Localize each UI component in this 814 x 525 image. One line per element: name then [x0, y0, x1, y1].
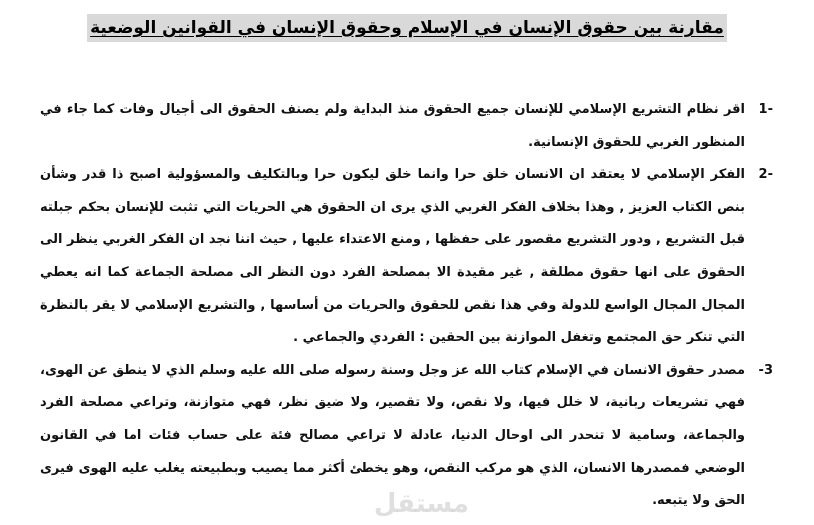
list-item-text: مصدر حقوق الانسان في الإسلام كتاب الله عز وجل وسنة رسوله صلى الله عليه وسلم الذي لا ينطق عن الهوى، فهي تشريعات ربانية، لا خلل فيها، ولا نقص، ولا تقصير، ولا ضيق نظر، فهي متوازنة، وتراعي مصلحة الفرد والجماعة، وسامية لا تنحدر الى اوحال الدنيا، عادلة لا تراعي مصالح فئة على حساب فئات اما في القانون الوضعي فمصدرها الانسان، الذي هو مركب النقص، وهو يخطئ أكثر مما يصيب وبطبيعته يغلب عليه الهوى فيرى الحق ولا يتبعه.	[40, 362, 745, 509]
list-item	[40, 94, 773, 159]
list-item-number: -2	[758, 167, 773, 183]
list-item-number: 3-	[758, 362, 773, 378]
list-item	[40, 159, 773, 355]
document-title	[0, 14, 814, 42]
list-item-text: الفكر الإسلامي لا يعتقد ان الانسان خلق حرا وانما خلق ليكون حرا وبالتكليف والمسؤولية اصبح ذا قدر وشأن بنص الكتاب العزيز , وهذا بخلاف الفكر الغربي الذي يرى ان الحقوق هي الحريات التي تثبت للإنسان بحكم جبلته قبل التشريع , ودور التشريع مقصور على حفظها , ومنع الاعتداء عليها , حيث اننا نجد ان الفكر الغربي ينظر الى الحقوق على انها حقوق مطلقة , غير مقيدة الا بمصلحة الفرد دون النظر الى مصلحة الجماعة كما انه يعطي المجال المجال الواسع للدولة وفي هذا نقص للحقوق والحريات من أساسها , والتشريع الإسلامي لا يقر بالنظرة التي تنكر حق المجتمع وتغفل الموازنة بين الحقين : الفردي والجماعي .	[40, 167, 745, 346]
list-item-text: اقر نظام التشريع الإسلامي للإنسان جميع الحقوق منذ البداية ولم يصنف الحقوق الى أجيال وفات كما جاء في المنظور الغربي للحقوق الإنسانية.	[40, 102, 745, 150]
list-item-number: -1	[758, 102, 773, 117]
document-body	[40, 94, 773, 518]
document-title-text: مقارنة بين حقوق الإنسان في الإسلام وحقوق الإنسان في القوانين الوضعية	[87, 14, 727, 42]
watermark-logo: مستقل	[373, 489, 469, 519]
